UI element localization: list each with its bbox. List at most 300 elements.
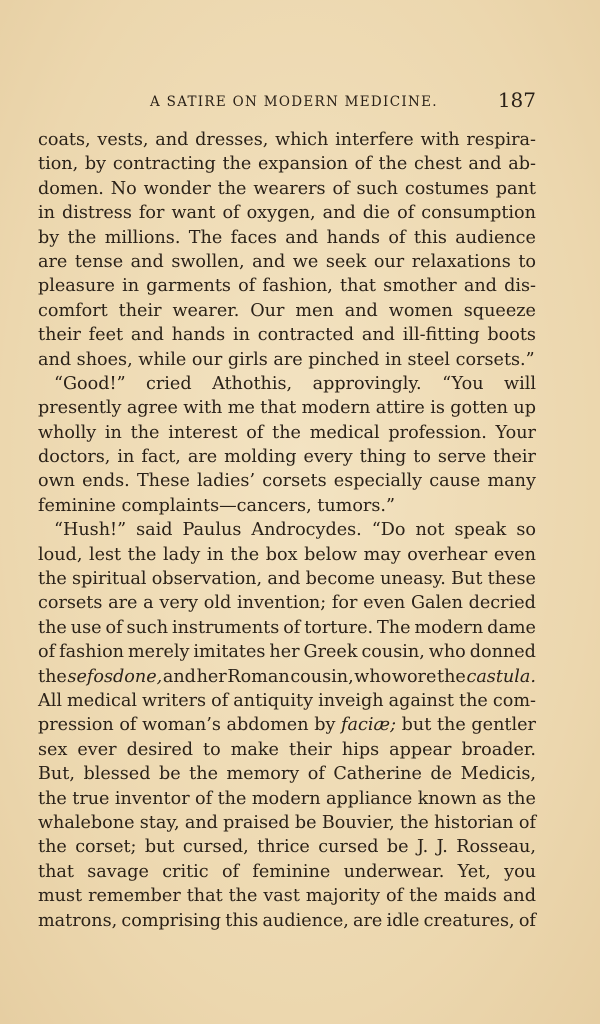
word: of <box>119 715 137 736</box>
word: Bouvier, <box>321 812 395 833</box>
word: known <box>417 788 477 809</box>
word: are <box>38 251 68 272</box>
word: of <box>307 764 325 785</box>
word: audience <box>455 227 536 248</box>
word: merely <box>127 642 190 663</box>
word: fashion <box>59 642 124 663</box>
word: millions. <box>104 227 181 248</box>
text-line <box>38 274 536 298</box>
word: fact, <box>141 447 181 468</box>
word: costumes <box>404 178 489 199</box>
word: of <box>211 690 229 711</box>
word: Galen <box>410 593 463 614</box>
word: in <box>38 203 55 224</box>
word: hands <box>171 325 226 346</box>
word: The <box>377 617 411 638</box>
word: dame <box>487 617 536 638</box>
word: in <box>104 422 122 443</box>
word: is <box>430 398 445 419</box>
word: domen. <box>38 178 104 199</box>
word: overhear <box>407 544 488 565</box>
word: to <box>518 251 536 272</box>
word: coats, <box>38 130 91 150</box>
word: the <box>378 154 408 175</box>
word: the <box>67 227 97 248</box>
body-text <box>38 128 536 933</box>
word: and <box>463 276 497 297</box>
word: sefosdone, <box>67 666 163 687</box>
word: a <box>143 593 154 614</box>
word: dresses, <box>195 130 269 150</box>
word: feminine complaints—cancers, tumors.” <box>38 495 395 516</box>
word: agree <box>126 398 178 419</box>
text-line <box>38 396 536 420</box>
word: torture. <box>304 617 374 638</box>
word: interest <box>168 422 238 443</box>
word: loud, <box>38 544 83 565</box>
word: said <box>136 520 173 541</box>
text-line <box>38 567 536 591</box>
word: by <box>314 715 336 736</box>
word: their <box>118 300 162 321</box>
word: sex <box>38 739 68 760</box>
word: the <box>507 788 536 809</box>
word: smother <box>383 276 457 297</box>
word: and <box>502 886 536 907</box>
word: Our <box>250 300 285 321</box>
word: the <box>38 569 67 590</box>
word: use <box>70 617 102 638</box>
word: molding <box>224 447 297 468</box>
page-header <box>38 88 536 116</box>
word: for <box>138 203 165 224</box>
text-line <box>38 299 536 323</box>
word: ladies’ <box>197 471 256 492</box>
word: expansion <box>257 154 348 175</box>
word: will <box>504 373 536 394</box>
word: her <box>196 666 227 687</box>
word: majority <box>305 886 381 907</box>
word: vast <box>263 886 300 907</box>
word: that <box>186 886 223 907</box>
word: of <box>332 178 350 199</box>
word: and <box>344 300 378 321</box>
word: of <box>388 227 406 248</box>
word: that <box>260 398 297 419</box>
word: Roman <box>227 666 290 687</box>
word: the <box>230 544 260 565</box>
word: Greek <box>303 642 358 663</box>
word: fashion, <box>262 276 333 297</box>
text-line <box>38 128 536 152</box>
word: matrons, <box>38 910 118 931</box>
word: be <box>158 764 181 785</box>
word: comprising <box>121 910 222 931</box>
word: modern <box>414 617 484 638</box>
word: their <box>38 325 81 346</box>
word: Rosseau, <box>456 837 536 858</box>
word: de <box>430 764 453 785</box>
word: J. <box>416 837 429 858</box>
word: who <box>428 642 466 663</box>
word: hips <box>341 739 380 760</box>
text-line <box>38 616 536 640</box>
text-line <box>38 469 536 493</box>
word: pression <box>38 715 114 736</box>
word: modern <box>301 398 371 419</box>
word: ends. <box>82 471 130 492</box>
word: are <box>353 910 383 931</box>
text-line <box>38 762 536 786</box>
word: medical <box>67 690 137 711</box>
word: of <box>283 617 301 638</box>
word: speak <box>454 520 507 541</box>
word: blessed <box>83 764 151 785</box>
word: the <box>217 178 247 199</box>
text-line <box>38 689 536 713</box>
word: and <box>322 203 356 224</box>
word: our <box>373 251 405 272</box>
word: “Good!” <box>54 373 126 394</box>
word: women <box>388 300 453 321</box>
word: below <box>304 544 358 565</box>
word: but <box>144 837 175 858</box>
word: are <box>187 447 218 468</box>
word: tense <box>74 251 124 272</box>
word: castula. <box>466 666 536 687</box>
word: very <box>159 593 199 614</box>
word: even <box>493 544 536 565</box>
word: gotten <box>450 398 508 419</box>
word: faces <box>230 227 277 248</box>
word: of <box>354 154 372 175</box>
word: respira- <box>466 130 536 150</box>
text-line <box>38 323 536 347</box>
word: ab- <box>508 154 536 175</box>
word: which <box>275 130 329 150</box>
text-line <box>38 152 536 176</box>
word: pant <box>495 178 536 199</box>
word: Yet, <box>457 861 491 882</box>
word: imitates <box>193 642 266 663</box>
word: in <box>117 447 135 468</box>
word: corsets <box>262 471 327 492</box>
word: of <box>397 203 415 224</box>
word: com- <box>492 690 536 711</box>
word: of <box>518 910 536 931</box>
text-line <box>38 835 536 859</box>
text-line <box>38 713 536 737</box>
word: we <box>292 251 319 272</box>
word: All <box>38 690 62 711</box>
word: No <box>110 178 137 199</box>
word: for <box>331 593 358 614</box>
word: memory <box>226 764 300 785</box>
word: appliance <box>325 788 413 809</box>
word: thing <box>359 447 407 468</box>
word: may <box>363 544 401 565</box>
word: such <box>126 617 169 638</box>
word: with <box>420 130 460 150</box>
word: woman’s <box>142 715 221 736</box>
word: appear <box>389 739 452 760</box>
word: wearers <box>253 178 326 199</box>
word: of <box>518 812 536 833</box>
word: cousin, <box>290 666 354 687</box>
word: These <box>136 471 190 492</box>
word: cousin, <box>361 642 425 663</box>
word: spiritual <box>72 569 147 590</box>
word: critic <box>162 861 209 882</box>
word: maids <box>443 886 497 907</box>
word: of <box>238 276 256 297</box>
word: donned <box>469 642 536 663</box>
text-line <box>38 201 536 225</box>
word: the <box>459 690 488 711</box>
word: especially <box>333 471 423 492</box>
word: this <box>413 227 447 248</box>
word: cried <box>146 373 192 394</box>
book-page <box>38 88 536 933</box>
text-line <box>38 811 536 835</box>
word: corsets <box>38 593 103 614</box>
word: presently <box>38 398 122 419</box>
word: wore <box>391 666 437 687</box>
word: savage <box>87 861 149 882</box>
word: corset; <box>75 837 137 858</box>
word: and <box>361 325 395 346</box>
word: their <box>288 739 332 760</box>
word: of <box>221 861 240 882</box>
word: garments <box>146 276 231 297</box>
word: by <box>84 154 107 175</box>
word: become <box>305 569 375 590</box>
word: creatures, <box>423 910 515 931</box>
word: so <box>516 520 536 541</box>
word: such <box>356 178 399 199</box>
word: J. <box>436 837 448 858</box>
word: feet <box>88 325 124 346</box>
text-line <box>38 494 536 518</box>
word: the <box>222 154 252 175</box>
word: wholly <box>38 422 97 443</box>
word: faciæ; <box>341 715 396 736</box>
word: the <box>127 544 157 565</box>
word: cursed, <box>182 837 249 858</box>
word: and <box>468 154 502 175</box>
word: pleasure <box>38 276 115 297</box>
page-number: 187 <box>497 88 536 112</box>
word: the <box>228 886 258 907</box>
text-line <box>38 348 536 372</box>
word: the <box>436 715 466 736</box>
word: die <box>362 203 391 224</box>
word: feminine <box>252 861 331 882</box>
word: of <box>246 422 264 443</box>
text-line <box>38 787 536 811</box>
word: seek <box>325 251 367 272</box>
word: of <box>195 788 213 809</box>
word: observation, <box>151 569 263 590</box>
word: desired <box>126 739 194 760</box>
word: make <box>230 739 279 760</box>
word: to <box>413 447 431 468</box>
word: approvingly. <box>312 373 422 394</box>
word: in <box>122 276 140 297</box>
word: and <box>130 325 164 346</box>
text-line <box>38 909 536 933</box>
word: cause <box>429 471 481 492</box>
word: you <box>504 861 536 882</box>
text-line <box>38 445 536 469</box>
word: the <box>38 666 67 687</box>
word: serve <box>437 447 487 468</box>
word: the <box>38 788 67 809</box>
word: dis- <box>504 276 536 297</box>
word: the <box>409 886 438 907</box>
word: men <box>295 300 334 321</box>
word: interfere <box>335 130 414 150</box>
text-line <box>38 665 536 689</box>
word: But <box>451 569 483 590</box>
word: lady <box>163 544 201 565</box>
word: the <box>38 617 67 638</box>
word: true <box>72 788 110 809</box>
word: in <box>232 325 250 346</box>
word: against <box>388 690 454 711</box>
word: as <box>482 788 502 809</box>
word: in <box>206 544 224 565</box>
word: doctors, <box>38 447 111 468</box>
word: underwear. <box>343 861 445 882</box>
word: and <box>252 251 286 272</box>
word: thrice <box>257 837 310 858</box>
word: every <box>303 447 353 468</box>
word: and <box>162 666 196 687</box>
text-line <box>38 177 536 201</box>
word: boots <box>487 325 536 346</box>
word: but <box>401 715 432 736</box>
word: hands <box>326 227 381 248</box>
word: Catherine <box>333 764 422 785</box>
word: consumption <box>421 203 536 224</box>
word: “Hush!” <box>54 520 127 541</box>
word: of <box>105 617 123 638</box>
word: contracted <box>257 325 355 346</box>
word: lest <box>88 544 122 565</box>
word: are <box>108 593 138 614</box>
word: their <box>493 447 536 468</box>
word: her <box>269 642 300 663</box>
word: “You <box>442 373 484 394</box>
word: the <box>217 788 247 809</box>
word: and <box>184 812 218 833</box>
word: these <box>487 569 536 590</box>
word: praised <box>223 812 290 833</box>
word: “Do <box>371 520 406 541</box>
word: modern <box>251 788 321 809</box>
word: squeeze <box>463 300 536 321</box>
word: gentler <box>471 715 536 736</box>
word: own <box>38 471 75 492</box>
word: with <box>183 398 223 419</box>
word: not <box>415 520 445 541</box>
word: be <box>386 837 409 858</box>
word: want <box>171 203 216 224</box>
text-line <box>38 421 536 445</box>
text-line <box>38 884 536 908</box>
word: The <box>188 227 223 248</box>
word: But, <box>38 764 75 785</box>
word: this <box>225 910 259 931</box>
word: old <box>203 593 232 614</box>
word: Athothis, <box>212 373 293 394</box>
word: me <box>227 398 255 419</box>
word: cursed <box>318 837 379 858</box>
word: invention; <box>237 593 327 614</box>
word: vests, <box>97 130 149 150</box>
word: by <box>38 227 60 248</box>
word: audience, <box>262 910 349 931</box>
word: inveigh <box>318 690 384 711</box>
word: broader. <box>461 739 536 760</box>
word: oxygen, <box>246 203 316 224</box>
text-line <box>38 250 536 274</box>
text-line <box>38 372 536 396</box>
word: that <box>340 276 377 297</box>
word: relaxations <box>411 251 511 272</box>
text-line <box>38 640 536 664</box>
word: ever <box>77 739 117 760</box>
word: be <box>294 812 317 833</box>
word: of <box>38 642 56 663</box>
text-line <box>38 738 536 762</box>
word: writers <box>142 690 207 711</box>
word: contracting <box>112 154 216 175</box>
word: of <box>222 203 240 224</box>
word: decried <box>468 593 536 614</box>
running-title: A SATIRE ON MODERN MEDICINE. <box>150 94 438 110</box>
word: the <box>130 422 160 443</box>
word: the <box>437 666 466 687</box>
word: chest <box>414 154 462 175</box>
word: ill-fitting <box>402 325 480 346</box>
text-line <box>38 226 536 250</box>
word: stay, <box>139 812 180 833</box>
word: many <box>487 471 536 492</box>
word: and <box>155 130 189 150</box>
word: the <box>272 422 301 443</box>
word: who <box>354 666 392 687</box>
word: whalebone <box>38 812 135 833</box>
text-line <box>38 591 536 615</box>
word: medical <box>309 422 380 443</box>
word: wonder <box>143 178 211 199</box>
word: profession. <box>388 422 487 443</box>
word: uneasy. <box>380 569 446 590</box>
word: to <box>203 739 221 760</box>
word: Medicis, <box>460 764 536 785</box>
text-line <box>38 543 536 567</box>
word: must <box>38 886 83 907</box>
word: the <box>38 837 67 858</box>
word: the <box>189 764 218 785</box>
word: and <box>130 251 164 272</box>
word: wearer. <box>172 300 240 321</box>
word: and <box>267 569 301 590</box>
word: Androcydes. <box>251 520 362 541</box>
word: abdomen <box>226 715 309 736</box>
